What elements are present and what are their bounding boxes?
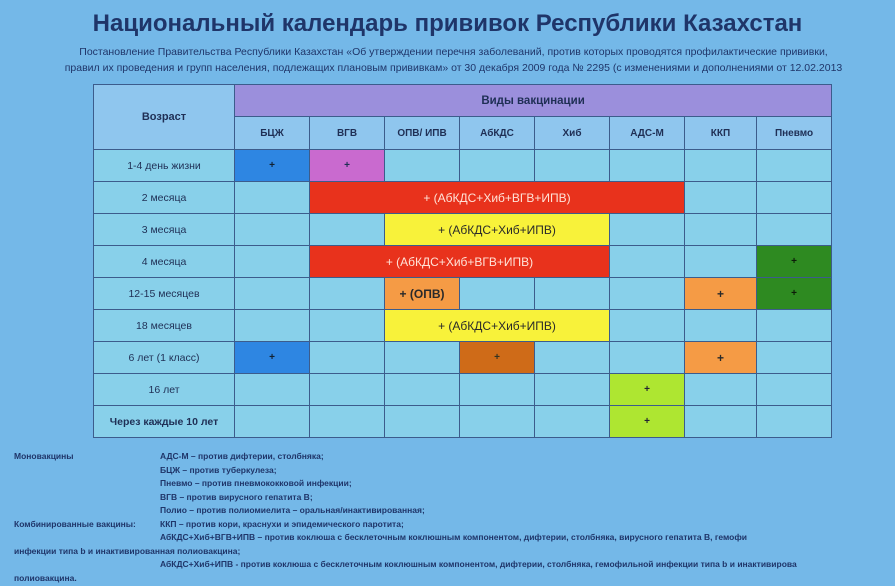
col-header-vgv: ВГВ — [310, 117, 385, 150]
age-cell: 16 лет — [94, 374, 235, 406]
empty-cell — [610, 246, 685, 278]
age-cell: 2 месяца — [94, 182, 235, 214]
kkp-cell: + — [685, 342, 757, 374]
ads-m-cell: + — [610, 406, 685, 438]
abkds-cell: + — [460, 342, 535, 374]
note-line: АбКДС+Хиб+ВГВ+ИПВ – против коклюша с бесклеточным коклюшным компонентом, дифтерии, столбняка, вирусного гепатита В, гемофи — [160, 532, 748, 542]
empty-cell — [310, 342, 385, 374]
bcg-cell: + — [235, 150, 310, 182]
empty-cell — [310, 374, 385, 406]
empty-cell — [685, 182, 757, 214]
empty-cell — [235, 214, 310, 246]
note-line: АДС-М – против дифтерии, столбняка; — [160, 451, 324, 461]
age-cell: 1-4 день жизни — [94, 150, 235, 182]
empty-cell — [685, 246, 757, 278]
ads-m-cell: + — [610, 374, 685, 406]
combo-vaccines-label: Комбинированные вакцины: — [14, 518, 136, 529]
age-cell: 12-15 месяцев — [94, 278, 235, 310]
table-row — [94, 342, 832, 374]
empty-cell — [385, 406, 460, 438]
table-row — [94, 182, 832, 214]
table-row — [94, 278, 832, 310]
empty-cell — [235, 406, 310, 438]
empty-cell — [757, 150, 832, 182]
note-line: ВГВ – против вирусного гепатита В; — [160, 491, 313, 502]
pneumo-cell: + — [757, 246, 832, 278]
table-row — [94, 150, 832, 182]
empty-cell — [535, 150, 610, 182]
combo-vaccine-cell: + (АбКДС+Хиб+ВГВ+ИПВ) — [310, 182, 685, 214]
empty-cell — [610, 342, 685, 374]
table-row — [94, 374, 832, 406]
table-row — [94, 246, 832, 278]
table-row — [94, 214, 832, 246]
empty-cell — [460, 406, 535, 438]
empty-cell — [610, 310, 685, 342]
empty-cell — [685, 214, 757, 246]
empty-cell — [757, 406, 832, 438]
empty-cell — [757, 310, 832, 342]
empty-cell — [310, 214, 385, 246]
empty-cell — [460, 374, 535, 406]
empty-cell — [535, 374, 610, 406]
vaccination-calendar-table — [93, 84, 832, 438]
combo-vaccine-cell: + (АбКДС+Хиб+ИПВ) — [385, 310, 610, 342]
legend-notes — [14, 450, 894, 585]
empty-cell — [460, 150, 535, 182]
age-cell: 6 лет (1 класс) — [94, 342, 235, 374]
bcg-cell: + — [235, 342, 310, 374]
table-row — [94, 310, 832, 342]
empty-cell — [610, 150, 685, 182]
empty-cell — [460, 278, 535, 310]
empty-cell — [235, 310, 310, 342]
vgv-cell: + — [310, 150, 385, 182]
col-header-abkds: АбКДС — [460, 117, 535, 150]
subtitle-line-1: Постановление Правительства Республики Казахстан «Об утверждении перечня заболеваний, против которых проводятся профилактические прививки, — [79, 46, 828, 58]
empty-cell — [235, 182, 310, 214]
empty-cell — [385, 342, 460, 374]
subtitle-line-2: правил их проведения и групп населения, подлежащих плановым прививкам» от 30 декабря 2009 года № 2295 (с изменениями и дополнениями от 12.02.2013 — [64, 62, 843, 74]
empty-cell — [235, 246, 310, 278]
empty-cell — [685, 310, 757, 342]
note-line: полиовакцина. — [14, 572, 77, 583]
empty-cell — [685, 406, 757, 438]
empty-cell — [757, 374, 832, 406]
empty-cell — [535, 342, 610, 374]
note-line: БЦЖ – против туберкулеза; — [160, 464, 277, 475]
col-header-pneumo: Пневмо — [757, 117, 832, 150]
note-line: Полио – против полиомиелита – оральная/инактивированная; — [160, 505, 425, 515]
empty-cell — [685, 150, 757, 182]
page-subtitle — [16, 44, 891, 76]
empty-cell — [757, 342, 832, 374]
empty-cell — [235, 374, 310, 406]
col-header-ads-m: АДС-М — [610, 117, 685, 150]
empty-cell — [757, 182, 832, 214]
kkp-cell: + — [685, 278, 757, 310]
empty-cell — [385, 374, 460, 406]
pneumo-cell: + — [757, 278, 832, 310]
note-line: АбКДС+Хиб+ИПВ - против коклюша с бесклеточным коклюшным компонентом, дифтерии, столбняка, гемофильной инфекции типа b и инактивирова — [160, 559, 797, 569]
age-cell: 18 месяцев — [94, 310, 235, 342]
combo-vaccine-cell: + (АбКДС+Хиб+ИПВ) — [385, 214, 610, 246]
age-cell: 4 месяца — [94, 246, 235, 278]
table-row — [94, 406, 832, 438]
empty-cell — [610, 214, 685, 246]
age-cell: Через каждые 10 лет — [94, 406, 235, 438]
note-line: Пневмо – против пневмококковой инфекции; — [160, 478, 352, 488]
empty-cell — [235, 278, 310, 310]
empty-cell — [310, 310, 385, 342]
col-header-kkp: ККП — [685, 117, 757, 150]
combo-vaccine-cell: + (АбКДС+Хиб+ВГВ+ИПВ) — [310, 246, 610, 278]
empty-cell — [685, 374, 757, 406]
empty-cell — [535, 278, 610, 310]
empty-cell — [385, 150, 460, 182]
opv-cell: + (ОПВ) — [385, 278, 460, 310]
col-header-hib: Хиб — [535, 117, 610, 150]
page-title: Национальный календарь прививок Республики Казахстан — [92, 10, 803, 37]
empty-cell — [535, 406, 610, 438]
age-cell: 3 месяца — [94, 214, 235, 246]
empty-cell — [310, 278, 385, 310]
note-line: инфекции типа b и инактивированная полиовакцина; — [14, 545, 241, 556]
empty-cell — [757, 214, 832, 246]
col-header-bcg: БЦЖ — [235, 117, 310, 150]
age-header: Возраст — [94, 85, 235, 150]
col-header-opv-ipv: ОПВ/ ИПВ — [385, 117, 460, 150]
empty-cell — [310, 406, 385, 438]
note-line: ККП – против кори, краснухи и эпидемического паротита; — [160, 518, 404, 529]
vaccination-types-header: Виды вакцинации — [235, 85, 832, 117]
mono-vaccines-label: Моновакцины — [14, 451, 74, 461]
empty-cell — [610, 278, 685, 310]
